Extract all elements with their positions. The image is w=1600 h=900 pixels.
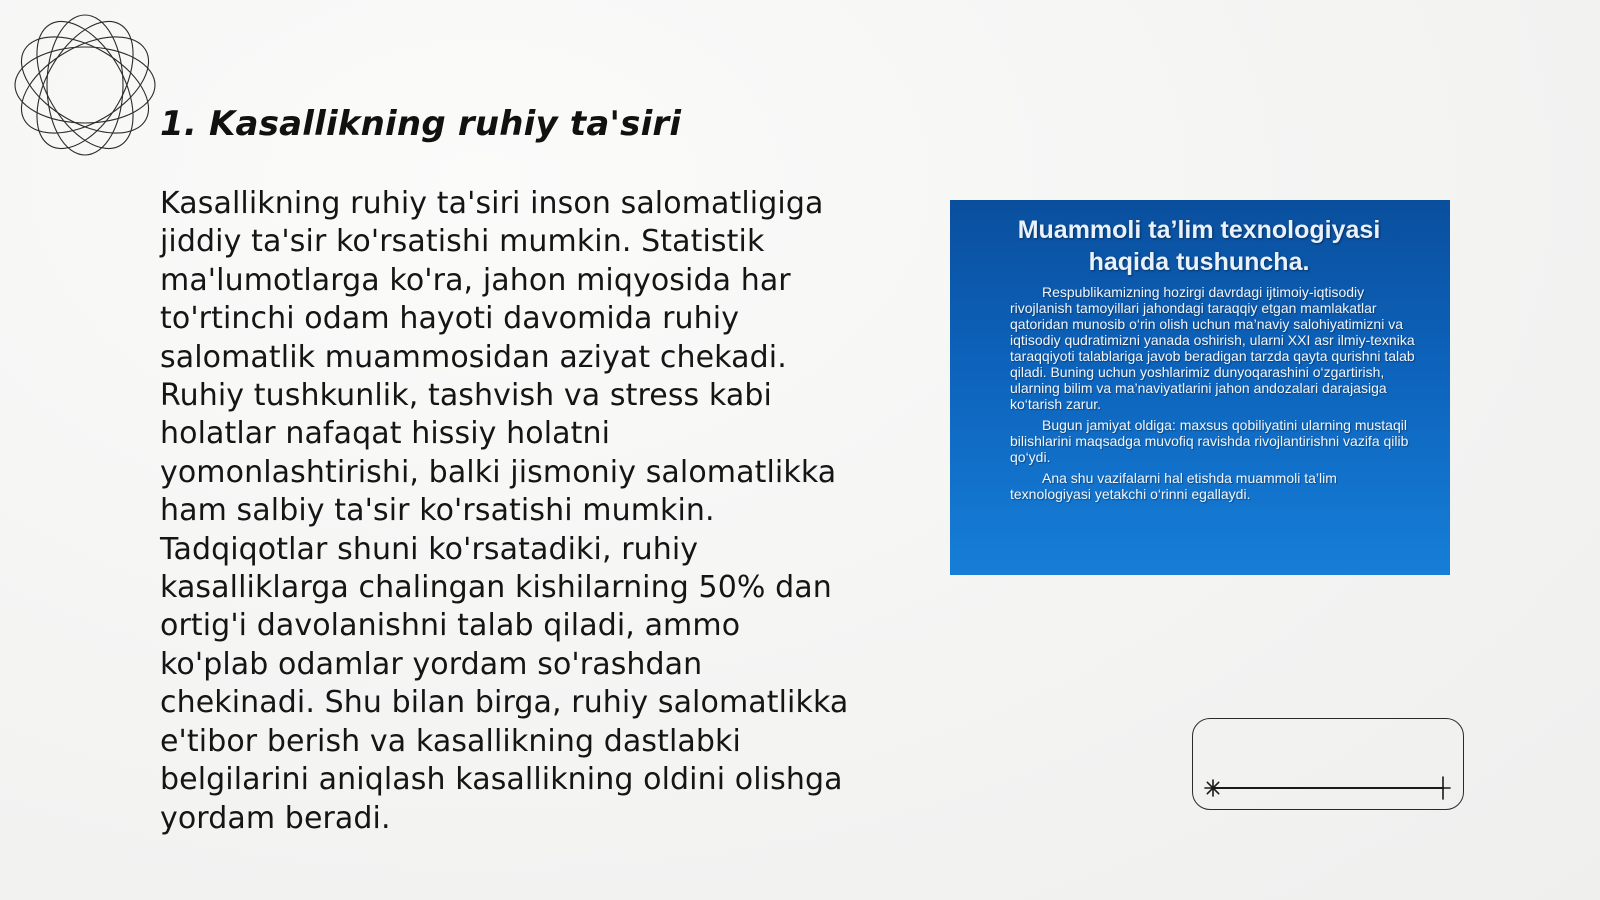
rounded-frame-decoration (1192, 718, 1464, 810)
slide-title: 1. Kasallikning ruhiy ta'siri (160, 104, 682, 144)
info-card-image (950, 200, 1450, 575)
circular-lattice-ornament (10, 10, 160, 160)
info-card-title: Muammoli ta’lim texnologiyasi haqida tushuncha. (1017, 216, 1381, 276)
slide-body-text: Kasallikning ruhiy ta'siri inson salomatligiga jiddiy ta'sir ko'rsatishi mumkin. Statistik ma'lumotlarga ko'ra, jahon miqyosida har to'rtinchi odam hayoti davomida ruhiy salomatlik muammosidan aziyat chekadi. Ruhiy tushkunlik, tashvish va stress kabi holatlar nafaqat hissiy holatni yomonlashtirishi, balki jismoniy salomatlikka ham salbiy ta'sir ko'rsatishi mumkin. Tadqiqotlar shuni ko'rsatadiki, ruhiy kasalliklarga chalingan kishilarning 50% dan ortig'i davolanishni talab qiladi, ammo ko'plab odamlar yordam so'rashdan chekinadi. Shu bilan birga, ruhiy salomatlikka e'tibor berish va kasallikning dastlabki belgilarini aniqlash kasallikning oldini olishga yordam beradi. (160, 186, 849, 836)
info-card-paragraph: Ana shu vazifalarni hal etishda muammoli ta’lim texnologiyasi yetakchi o‘rinni egallaydi. (1010, 470, 1337, 502)
info-card-paragraph: Bugun jamiyat oldiga: maxsus qobiliyatini ularning mustaqil bilishlarini maqsadga muvofiq ravishda rivojlantirishni vazifa qilib qo‘ydi. (1010, 417, 1409, 465)
cross-star-icon (1432, 776, 1454, 800)
sparkle-icon (1203, 778, 1223, 798)
info-card-paragraph: Respublikamizning hozirgi davrdagi ijtimoiy-iqtisodiy rivojlanish tamoyillari jahondagi taraqqiy etgan mamlakatlar qatoridan munosib o‘rin olish uchun ma’naviy salohiyatimizni va iqtisodiy qudratimizni yanada oshirish, ularni XXI asr ilmiy-texnika taraqqiyoti talablariga javob beradigan tarzda qayta qurishni talab qiladi. Buning uchun yoshlarimiz dunyoqarashini o‘zgartirish, ularning bilim va ma’naviyatlarini jahon andozalari darajasiga ko‘tarish zarur. (1010, 284, 1415, 412)
progress-line (1214, 787, 1444, 789)
